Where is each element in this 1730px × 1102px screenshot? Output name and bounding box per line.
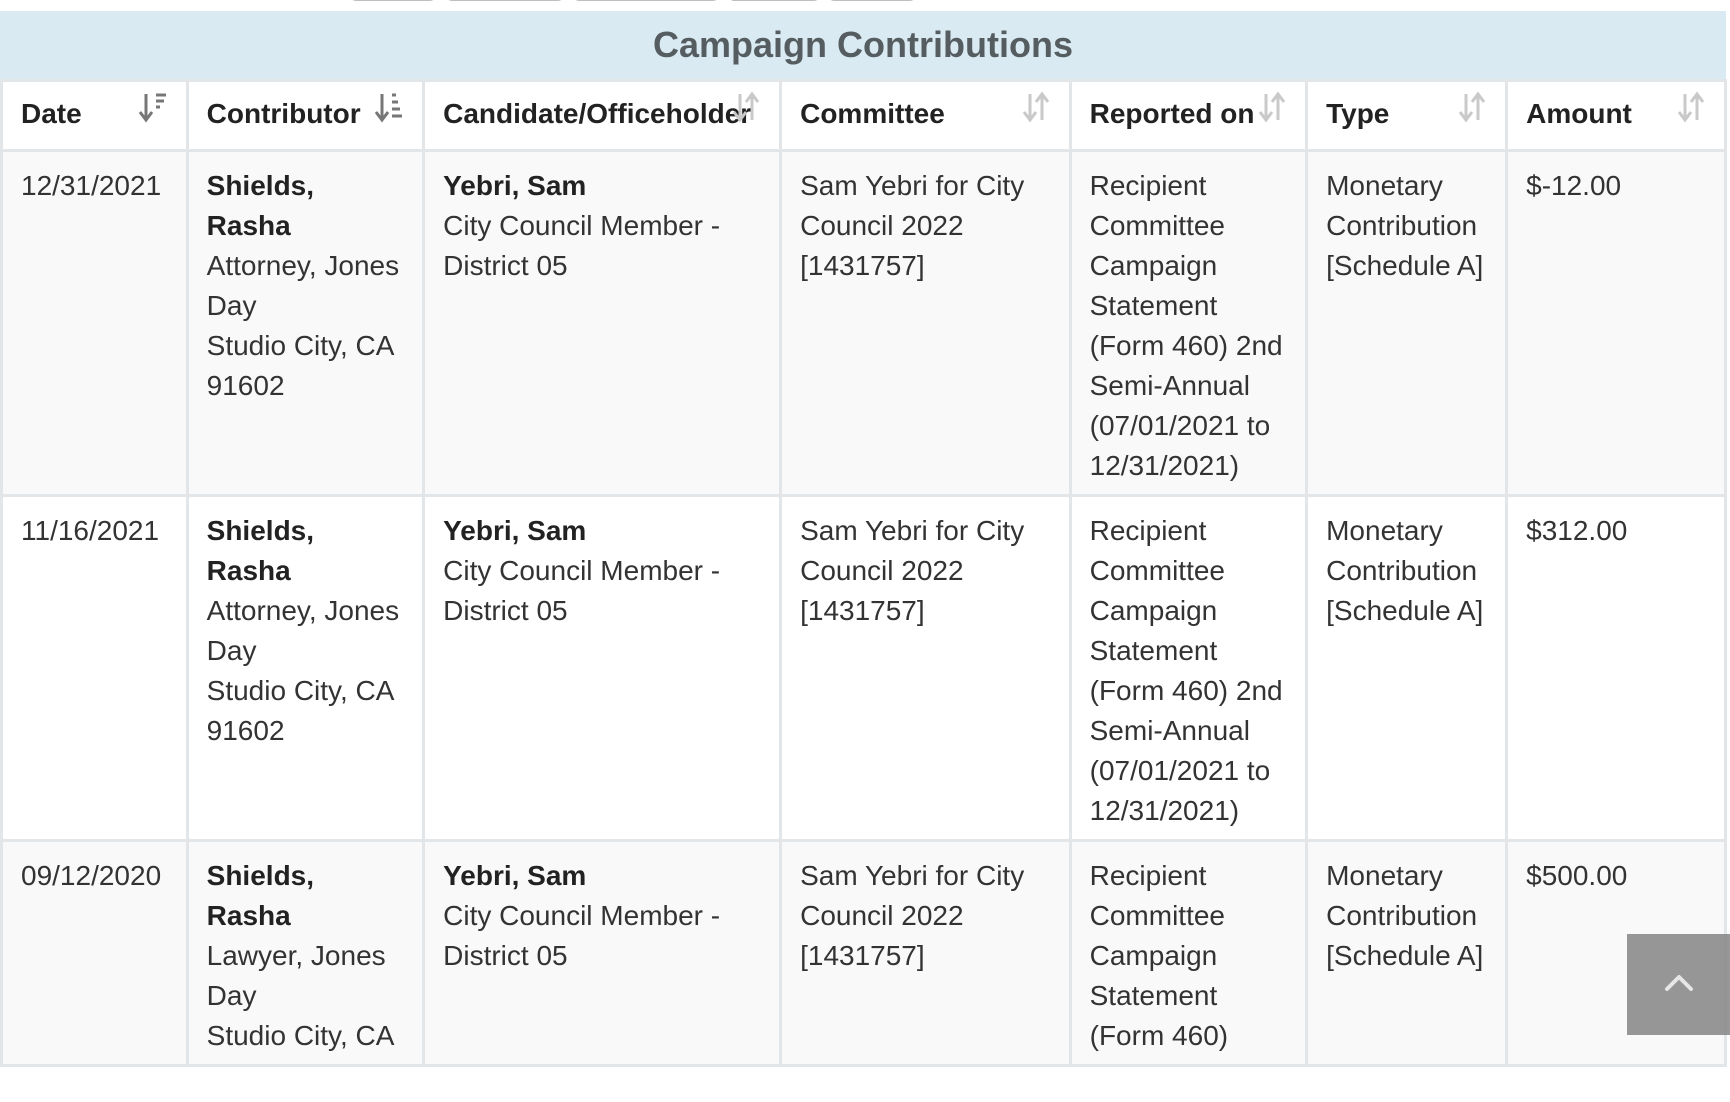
- amount-value: $312.00: [1526, 515, 1628, 546]
- contributor-name[interactable]: Shields, Rasha: [206, 515, 315, 586]
- cell-type: [1307, 841, 1507, 1066]
- cell-contributor: [187, 151, 423, 496]
- candidate-name[interactable]: Yebri, Sam: [443, 170, 587, 201]
- candidate-office: City Council Member - District 05: [443, 900, 721, 971]
- sort-desc-icon[interactable]: [138, 90, 168, 126]
- committee-name[interactable]: Sam Yebri for City Council 2022 [1431757]: [800, 515, 1025, 626]
- contributions-table: [0, 79, 1727, 1067]
- sort-icon[interactable]: [731, 90, 761, 126]
- cell-committee: [781, 151, 1071, 496]
- column-header-contributor[interactable]: [187, 81, 423, 151]
- cell-date: [2, 496, 188, 841]
- sort-icon[interactable]: [1457, 90, 1487, 126]
- date-value: 11/16/2021: [21, 515, 160, 546]
- header-row: [2, 81, 1726, 151]
- committee-name[interactable]: Sam Yebri for City Council 2022 [1431757]: [800, 860, 1025, 971]
- cell-candidate: [424, 841, 781, 1066]
- column-header-label: Contributor: [206, 98, 361, 129]
- column-header-label: Amount: [1526, 98, 1632, 129]
- sort-icon[interactable]: [1257, 90, 1287, 126]
- column-header-amount[interactable]: [1507, 81, 1726, 151]
- column-header-label: Reported on: [1089, 98, 1255, 129]
- table-caption: [0, 11, 1726, 79]
- caption-title: Campaign Contributions: [653, 24, 1073, 65]
- column-header-label: Date: [21, 98, 82, 129]
- cell-contributor: [187, 841, 423, 1066]
- table-row: [2, 496, 1726, 841]
- candidate-office: City Council Member - District 05: [443, 555, 721, 626]
- report-name[interactable]: Recipient Committee Campaign Statement (Form 460) 2nd Semi-Annual (07/01/2021 to 12/31/2021): [1089, 170, 1283, 481]
- cell-contributor: [187, 496, 423, 841]
- column-header-candidate[interactable]: [424, 81, 781, 151]
- candidate-office: City Council Member - District 05: [443, 210, 721, 281]
- contributor-location: Studio City, CA 91602: [206, 675, 393, 746]
- cell-date: [2, 841, 188, 1066]
- cell-candidate: [424, 496, 781, 841]
- contribution-type: Monetary Contribution [Schedule A]: [1326, 170, 1484, 281]
- scroll-to-top-button[interactable]: [1627, 934, 1730, 1035]
- candidate-name[interactable]: Yebri, Sam: [443, 515, 587, 546]
- sort-icon[interactable]: [1021, 90, 1051, 126]
- cell-committee: [781, 841, 1071, 1066]
- top-tab-strip: [0, 0, 1730, 11]
- cell-committee: [781, 496, 1071, 841]
- contributor-occupation: Attorney, Jones Day: [206, 595, 400, 666]
- column-header-committee[interactable]: [781, 81, 1071, 151]
- contributor-occupation: Attorney, Jones Day: [206, 250, 400, 321]
- cell-reported-on: [1070, 496, 1306, 841]
- contributor-name[interactable]: Shields, Rasha: [206, 170, 315, 241]
- top-tab[interactable]: [573, 0, 719, 1]
- candidate-name[interactable]: Yebri, Sam: [443, 860, 587, 891]
- table-row: [2, 841, 1726, 1066]
- contributor-name[interactable]: Shields, Rasha: [206, 860, 315, 931]
- sort-icon[interactable]: [1676, 90, 1706, 126]
- top-tab[interactable]: [728, 0, 820, 1]
- chevron-up-icon: [1664, 972, 1694, 997]
- contributor-location: Studio City, CA: [206, 1020, 395, 1051]
- contribution-type: Monetary Contribution [Schedule A]: [1326, 860, 1484, 971]
- cell-amount: [1507, 151, 1726, 496]
- report-name[interactable]: Recipient Committee Campaign Statement (Form 460) 2nd Semi-Annual (07/01/2021 to 12/31/2021): [1089, 515, 1283, 826]
- amount-value: $-12.00: [1526, 170, 1622, 201]
- top-tab[interactable]: [828, 0, 916, 1]
- top-tab[interactable]: [446, 0, 564, 1]
- contributor-occupation: Lawyer, Jones Day: [206, 940, 386, 1011]
- date-value: 09/12/2020: [21, 860, 162, 891]
- contribution-type: Monetary Contribution [Schedule A]: [1326, 515, 1484, 626]
- column-header-label: Type: [1326, 98, 1390, 129]
- cell-date: [2, 151, 188, 496]
- cell-type: [1307, 151, 1507, 496]
- column-header-label: Candidate/Officeholder: [443, 98, 752, 129]
- cell-candidate: [424, 151, 781, 496]
- column-header-date[interactable]: [2, 81, 188, 151]
- contributor-location: Studio City, CA 91602: [206, 330, 393, 401]
- committee-name[interactable]: Sam Yebri for City Council 2022 [1431757]: [800, 170, 1025, 281]
- date-value: 12/31/2021: [21, 170, 162, 201]
- amount-value: $500.00: [1526, 860, 1628, 891]
- column-header-type[interactable]: [1307, 81, 1507, 151]
- cell-reported-on: [1070, 151, 1306, 496]
- cell-reported-on: [1070, 841, 1306, 1066]
- sort-asc-icon[interactable]: [374, 90, 404, 126]
- table-row: [2, 151, 1726, 496]
- cell-amount: [1507, 496, 1726, 841]
- column-header-label: Committee: [800, 98, 945, 129]
- report-name[interactable]: Recipient Committee Campaign Statement (Form 460): [1089, 860, 1229, 1051]
- column-header-reported-on[interactable]: [1070, 81, 1306, 151]
- cell-type: [1307, 496, 1507, 841]
- top-tab[interactable]: [350, 0, 436, 1]
